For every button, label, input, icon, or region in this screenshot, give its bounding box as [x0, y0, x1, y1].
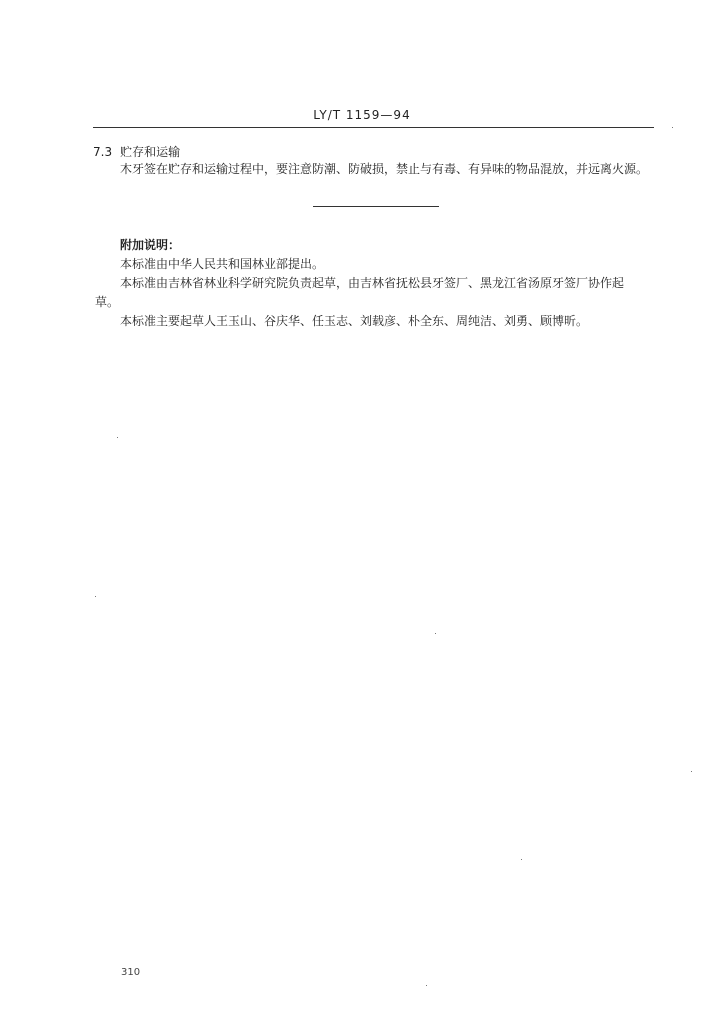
note-line-drafters: 本标准主要起草人王玉山、谷庆华、任玉志、刘载彦、朴全东、周纯洁、刘勇、顾博昕。	[120, 314, 589, 328]
standard-code-header: LY/T 1159—94	[313, 108, 411, 122]
scan-speck	[426, 985, 427, 986]
scan-speck	[117, 437, 118, 438]
scan-speck	[95, 596, 96, 597]
scan-speck	[691, 771, 692, 772]
storage-paragraph: 木牙签在贮存和运输过程中，要注意防潮、防破损，禁止与有毒、有异味的物品混放，并远离火源。	[120, 162, 649, 176]
scan-speck	[672, 127, 673, 128]
page-number: 310	[121, 967, 141, 978]
scan-speck	[521, 859, 522, 860]
additional-notes-title: 附加说明：	[120, 238, 181, 252]
section-title: 贮存和运输	[120, 145, 181, 159]
end-rule	[313, 206, 439, 207]
section-number: 7.3	[93, 145, 113, 159]
scan-speck	[435, 633, 436, 634]
note-line-proposer: 本标准由中华人民共和国林业部提出。	[120, 257, 325, 271]
header-rule	[93, 127, 654, 128]
note-line-drafting: 本标准由吉林省林业科学研究院负责起草，由吉林省抚松县牙签厂、黑龙江省汤原牙签厂协作起	[120, 276, 625, 290]
section-heading	[93, 143, 180, 160]
note-line-drafting-cont: 草。	[95, 295, 120, 309]
